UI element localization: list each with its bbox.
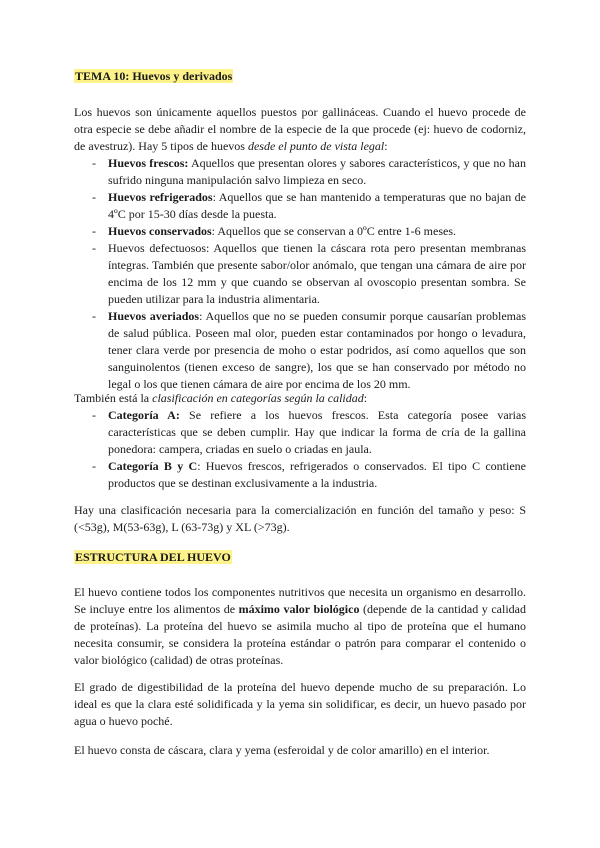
quality-end: : <box>363 391 368 405</box>
item-text: : Aquellos que no se pueden consumir porque causarían problemas de salud pública. Poseen mal olor, pueden estar contaminados por hongo o levadura, tener clara verde por presencia de moho o estar podridos, así como aquellos que son sanguinolentos (tienen exceso de sangre), los que se han conservado por método no legal o los que tienen cámara de aire por encima de los 20 mm. <box>108 309 526 391</box>
quality-lead <box>74 390 526 407</box>
list-item <box>74 458 526 492</box>
section-title-estructura <box>74 549 526 566</box>
size-classification: Hay una clasificación necesaria para la comercialización en función del tamaño y peso: S (<53g), M(53-63g), L (63-73g) y XL (>73g). <box>74 503 526 534</box>
item-text: Huevos defectuosos: Aquellos que tienen la cáscara rota pero presentan membranas íntegras. También que presente sabor/olor anómalo, que tengan una cámara de aire por encima de los 12 mm y que cuando se observan al ovoscopio presentan sombra. Se pueden utilizar para la industria alimentaria. <box>108 241 526 306</box>
list-item <box>74 407 526 458</box>
item-term: Huevos refrigerados <box>108 190 213 204</box>
quality-lead-text: También está la <box>74 391 153 405</box>
item-text: Aquellos que presentan olores y sabores característicos, y que no han sufrido ninguna manipulación salvo limpieza en seco. <box>108 156 526 187</box>
structure-p3-block <box>74 742 526 759</box>
item-text: Se refiere a los huevos frescos. Esta categoría posee varias características que se deben cumplir. Hay que indicar la forma de cría de la gallina ponedora: campera, criadas en suelo o criadas en jaula. <box>108 408 526 456</box>
size-block <box>74 502 526 536</box>
list-item <box>74 308 526 393</box>
section-title-huevos <box>74 68 526 85</box>
item-term: Categoría A: <box>108 408 180 422</box>
intro-block <box>74 104 526 393</box>
item-text: : Aquellos que se conservan a 0ºC entre 1-6 meses. <box>211 224 456 238</box>
p1-bold: máximo valor biológico <box>238 602 360 616</box>
structure-paragraph-1 <box>74 584 526 669</box>
list-item <box>74 240 526 308</box>
legal-types-list <box>74 155 526 393</box>
item-text: : Aquellos que se han mantenido a temperaturas que no bajan de 4ºC por 15-30 días desde la puesta. <box>108 190 527 221</box>
item-term: Huevos conservados <box>108 224 212 238</box>
list-item <box>74 155 526 189</box>
quality-types-list <box>74 407 526 492</box>
item-term: Categoría B y C <box>108 459 198 473</box>
item-term: Huevos averiados <box>108 309 200 323</box>
intro-paragraph <box>74 104 526 155</box>
intro-italic: desde el punto de vista legal <box>247 139 385 153</box>
structure-p1-block <box>74 584 526 669</box>
p1-text-b: (depende de la cantidad y calidad de proteínas). La proteína del huevo se asimila mucho al tipo de proteína que el humano necesita consumir, se considera la proteína estándar o patrón para comparar el contenido o valor biológico (calidad) de otras proteínas. <box>74 602 526 667</box>
intro-text: Los huevos son únicamente aquellos puestos por gallináceas. Cuando el huevo procede de otra especie se debe añadir el nombre de la especie de la que procede (ej: huevo de codorniz, de avestruz). Hay 5 tipos de huevos <box>74 105 526 153</box>
list-item <box>74 223 526 240</box>
quality-block <box>74 390 526 492</box>
structure-paragraph-3: El huevo consta de cáscara, clara y yema (esferoidal y de color amarillo) en el interior. <box>74 743 490 757</box>
structure-p2-block <box>74 679 526 730</box>
p1-text-a: El huevo contiene todos los componentes nutritivos que necesita un organismo en desarrollo. Se incluye entre los alimentos de <box>74 585 526 616</box>
item-term: Huevos frescos: <box>108 156 189 170</box>
heading-estructura: ESTRUCTURA DEL HUEVO <box>75 550 231 564</box>
quality-italic: clasificación en categorías según la calidad <box>152 391 364 405</box>
structure-paragraph-2: El grado de digestibilidad de la proteína del huevo depende mucho de su preparación. Lo ideal es que la clara esté solidificada y la yema sin solidificar, es decir, un huevo pasado por agua o huevo poché. <box>74 680 526 728</box>
list-item <box>74 189 526 223</box>
heading-tema-10: TEMA 10: Huevos y derivados <box>75 69 233 83</box>
item-text: : Huevos frescos, refrigerados o conservados. El tipo C contiene productos que se destinan exclusivamente a la industria. <box>108 459 526 490</box>
intro-end: : <box>384 139 388 153</box>
